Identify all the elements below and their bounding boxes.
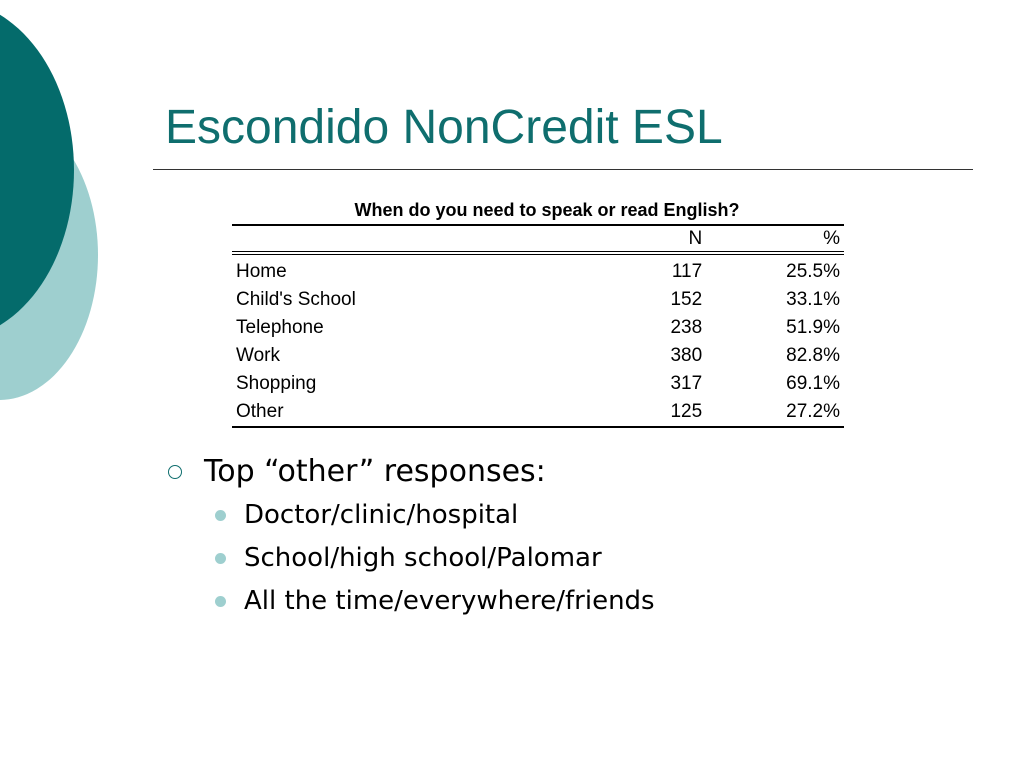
row-n: 238 (670, 317, 703, 338)
row-percent: 51.9% (786, 317, 840, 338)
teal-dot-icon (215, 510, 226, 521)
row-n: 317 (670, 373, 703, 394)
title-divider (153, 169, 973, 170)
list-item-text: Doctor/clinic/hospital (244, 500, 519, 530)
list-item-text: School/high school/Palomar (244, 543, 602, 573)
row-label: Telephone (236, 317, 324, 338)
table-row (232, 398, 844, 427)
row-label: Shopping (236, 373, 317, 394)
header-label-cell (232, 225, 592, 253)
row-label: Home (236, 261, 287, 282)
bullet-heading-text: Top “other” responses: (204, 454, 546, 489)
data-table (232, 224, 844, 428)
row-percent: 33.1% (786, 289, 840, 310)
bullet-heading-item (165, 450, 655, 494)
list-item (215, 537, 655, 580)
list-item (215, 494, 655, 537)
teal-dot-icon (215, 596, 226, 607)
table-row (232, 314, 844, 342)
row-percent: 69.1% (786, 373, 840, 394)
row-percent: 82.8% (786, 345, 840, 366)
table-row (232, 253, 844, 286)
slide-title: Escondido NonCredit ESL (165, 101, 723, 154)
row-n: 152 (670, 289, 703, 310)
hollow-circle-icon (168, 465, 182, 479)
list-item-text: All the time/everywhere/friends (244, 586, 655, 616)
row-n: 380 (670, 345, 703, 366)
row-percent: 25.5% (786, 261, 840, 282)
table-row (232, 370, 844, 398)
sub-bullet-list (215, 494, 655, 623)
row-n: 117 (671, 261, 703, 282)
table-caption: When do you need to speak or read English? (354, 200, 740, 220)
row-percent: 27.2% (706, 398, 844, 427)
survey-table (232, 196, 844, 428)
list-item (215, 580, 655, 623)
row-label: Work (236, 345, 280, 366)
table-row (232, 286, 844, 314)
row-label: Other (232, 398, 592, 427)
bullet-list (165, 450, 655, 623)
header-percent-cell: % (706, 225, 844, 253)
row-label: Child's School (236, 289, 356, 310)
table-row (232, 342, 844, 370)
row-n: 125 (592, 398, 706, 427)
header-n-cell: N (592, 225, 706, 253)
teal-dot-icon (215, 553, 226, 564)
table-header-row (232, 225, 844, 253)
